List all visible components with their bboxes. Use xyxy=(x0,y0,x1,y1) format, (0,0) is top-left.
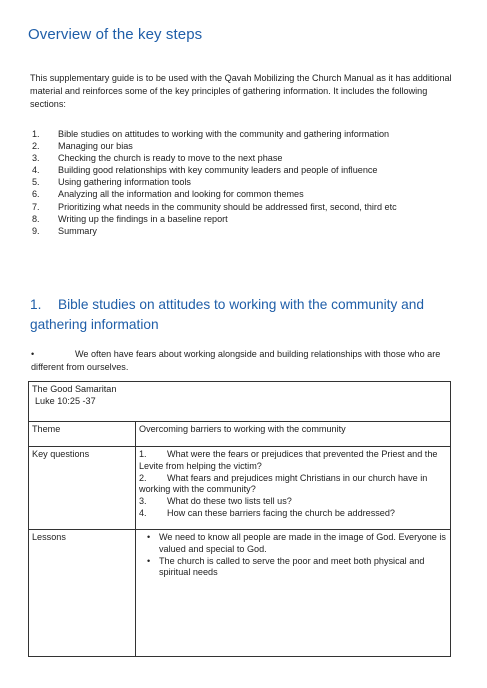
bullet-text: We often have fears about working alongside and building relationships with those who are different from ourselves. xyxy=(31,349,441,372)
list-item: 6. Analyzing all the information and looking for common themes xyxy=(32,189,304,200)
table-cell xyxy=(136,447,451,530)
list-item: 4. Building good relationships with key community leaders and people of influence xyxy=(32,165,378,176)
section-list xyxy=(32,128,397,237)
table-row xyxy=(29,447,451,530)
table-row xyxy=(29,382,451,422)
list-item: • We need to know all people are made in the image of God. Everyone is valued and special to God. xyxy=(147,532,446,554)
list-item: 2. What fears and prejudices might Christians in our church have in working with the community? xyxy=(139,472,428,495)
study-title: The Good Samaritan xyxy=(32,384,117,394)
questions-list xyxy=(139,449,447,520)
list-item: • The church is called to serve the poor and meet both physical and spiritual needs xyxy=(147,555,425,578)
list-item: 3. What do these two lists tell us? xyxy=(139,496,292,507)
list-item: 1. What were the fears or prejudices that prevented the Priest and the Levite from helping the victim? xyxy=(139,449,438,471)
table-title-cell xyxy=(29,382,451,422)
list-item: 7. Prioritizing what needs in the community should be addressed first, second, third etc xyxy=(32,201,397,212)
list-item: 4. How can these barriers facing the church be addressed? xyxy=(139,507,395,518)
table-row xyxy=(29,422,451,447)
section-title: Bible studies on attitudes to working with the community and gathering information xyxy=(30,297,424,332)
study-reference: Luke 10:25 -37 xyxy=(35,395,96,406)
list-item: 5. Using gathering information tools xyxy=(32,177,191,188)
bullet-paragraph xyxy=(31,348,456,373)
table-cell: Theme xyxy=(29,422,136,447)
table-cell: Key questions xyxy=(29,447,136,530)
lessons-list xyxy=(139,532,447,579)
list-item: 8. Writing up the findings in a baseline report xyxy=(32,213,228,224)
table-cell: Lessons xyxy=(29,530,136,657)
section-number: 1. xyxy=(30,297,42,312)
list-item: 2. Managing our bias xyxy=(32,141,133,152)
list-item: 9. Summary xyxy=(32,225,97,236)
list-item: 1. Bible studies on attitudes to working with the community and gathering information xyxy=(32,129,390,139)
bible-study-table xyxy=(28,381,451,657)
table-row xyxy=(29,530,451,657)
table-cell: Overcoming barriers to working with the community xyxy=(136,422,451,447)
bullet-icon: • xyxy=(147,555,151,566)
list-item: 3. Checking the church is ready to move to the next phase xyxy=(32,153,283,164)
bullet-icon: • xyxy=(147,532,151,542)
bullet-icon: • xyxy=(31,349,35,359)
section-heading xyxy=(30,295,460,335)
table-cell xyxy=(136,530,451,657)
intro-paragraph: This supplementary guide is to be used with the Qavah Mobilizing the Church Manual as it has additional material and reinforces some of the key principles of gathering information. It includes the following sections: xyxy=(30,73,452,109)
page-heading: Overview of the key steps xyxy=(28,26,203,43)
